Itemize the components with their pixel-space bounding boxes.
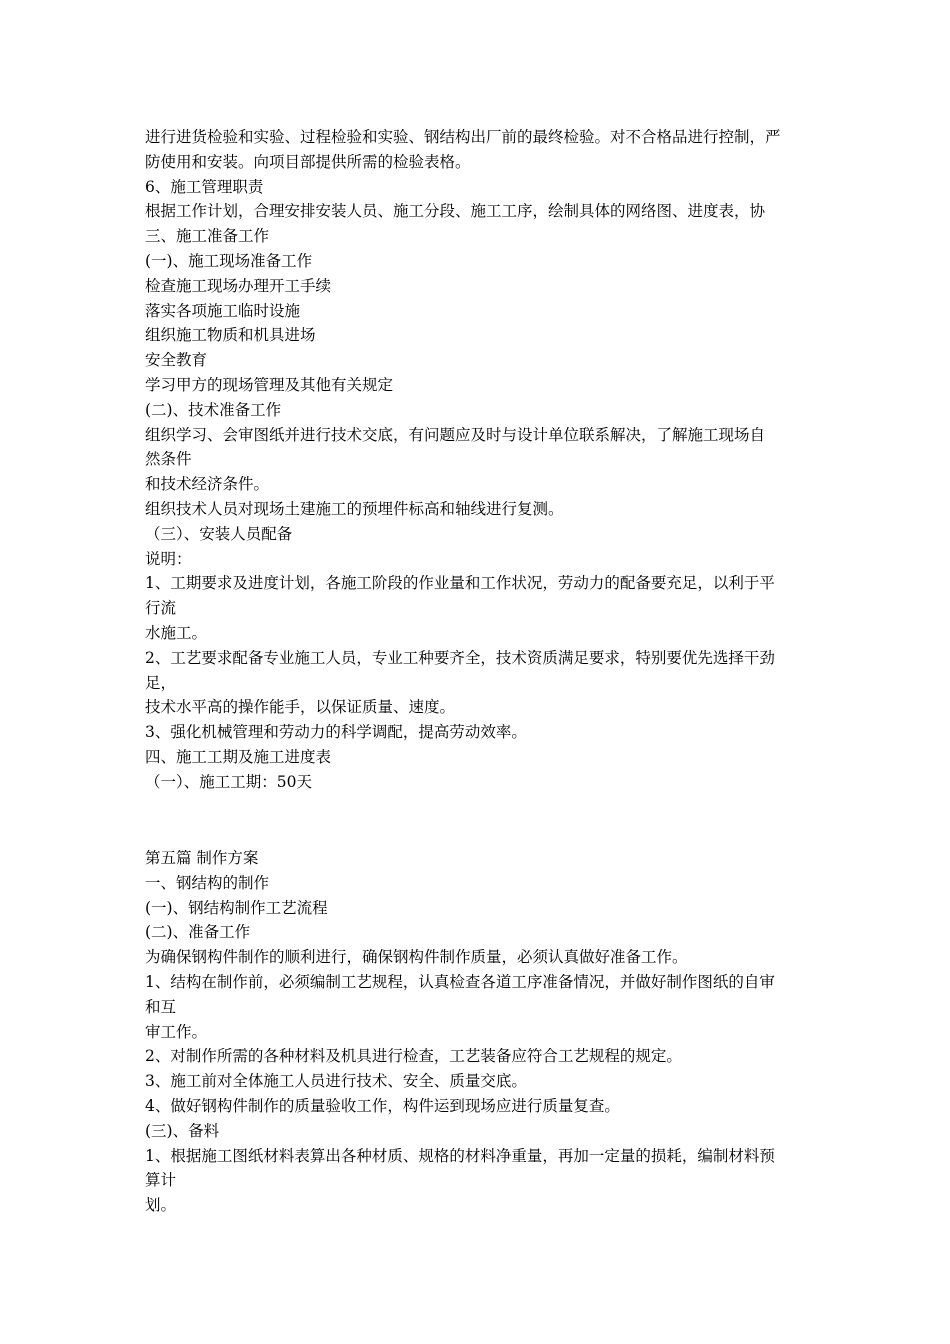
- text-line: 组织施工物质和机具进场: [145, 326, 316, 345]
- heading-line: 一、钢结构的制作: [145, 873, 270, 892]
- heading-line: (三)、备料: [145, 1121, 220, 1140]
- heading-line: 6、施工管理职责: [145, 177, 264, 196]
- text-line: 算计: [145, 1171, 177, 1190]
- text-line: 组织技术人员对现场土建施工的预埋件标高和轴线进行复测。: [145, 499, 564, 518]
- text-line: 3、强化机械管理和劳动力的科学调配，提高劳动效率。: [145, 723, 527, 742]
- text-line: 水施工。: [145, 623, 208, 642]
- heading-line: (一)、钢结构制作工艺流程: [145, 898, 328, 917]
- text-line: 学习甲方的现场管理及其他有关规定: [145, 375, 394, 394]
- text-line: 说明：: [145, 549, 192, 568]
- text-line: 组织学习、会审图纸并进行技术交底，有问题应及时与设计单位联系解决，了解施工现场自: [145, 425, 766, 444]
- text-section-2: [145, 846, 815, 1218]
- text-line: 落实各项施工临时设施: [145, 301, 301, 320]
- text-line: 3、施工前对全体施工人员进行技术、安全、质量交底。: [145, 1072, 527, 1091]
- text-line: 防使用和安装。向项目部提供所需的检验表格。: [145, 152, 471, 171]
- text-line: 和技术经济条件。: [145, 475, 270, 494]
- text-line: 进行进货检验和实验、过程检验和实验、钢结构出厂前的最终检验。对不合格品进行控制，严: [145, 128, 781, 146]
- text-line: 1、结构在制作前，必须编制工艺规程，认真检查各道工序准备情况，并做好制作图纸的自审: [145, 972, 775, 991]
- heading-line: 三、施工准备工作: [145, 227, 270, 246]
- text-line: 根据工作计划，合理安排安装人员、施工分段、施工工序，绘制具体的网络图、进度表，协: [145, 202, 766, 221]
- text-line: 检查施工现场办理开工手续: [145, 276, 332, 295]
- text-line: 然条件: [145, 450, 192, 469]
- text-line: 1、工期要求及进度计划，各施工阶段的作业量和工作状况，劳动力的配备要充足，以利于平: [145, 574, 775, 593]
- text-line: 行流: [145, 599, 177, 618]
- heading-line: (二)、准备工作: [145, 923, 251, 942]
- text-line: 为确保钢构件制作的顺利进行，确保钢构件制作质量，必须认真做好准备工作。: [145, 948, 688, 967]
- heading-line: (一)、施工现场准备工作: [145, 251, 313, 270]
- text-line: 2、对制作所需的各种材料及机具进行检查，工艺装备应符合工艺规程的规定。: [145, 1047, 682, 1066]
- text-line: 划。: [145, 1196, 177, 1215]
- text-line: （一）、施工工期：50天: [145, 772, 312, 791]
- text-line: 1、根据施工图纸材料表算出各种材质、规格的材料净重量，再加一定量的损耗，编制材料预: [145, 1146, 775, 1165]
- text-line: 安全教育: [145, 351, 208, 370]
- text-line: 和互: [145, 997, 177, 1016]
- text-line: 审工作。: [145, 1022, 208, 1041]
- text-line: 足，: [145, 673, 177, 692]
- text-section-1: [145, 125, 815, 795]
- heading-line: （三）、安装人员配备: [145, 524, 293, 543]
- chapter-title: 第五篇 制作方案: [145, 849, 259, 867]
- heading-line: 四、施工工期及施工进度表: [145, 747, 332, 766]
- text-line: 2、工艺要求配备专业施工人员，专业工种要齐全，技术资质满足要求，特别要优先选择干劲: [145, 648, 775, 667]
- heading-line: (二)、技术准备工作: [145, 400, 282, 419]
- text-line: 技术水平高的操作能手，以保证质量、速度。: [145, 698, 456, 717]
- text-line: 4、做好钢构件制作的质量验收工作，构件运到现场应进行质量复查。: [145, 1096, 620, 1115]
